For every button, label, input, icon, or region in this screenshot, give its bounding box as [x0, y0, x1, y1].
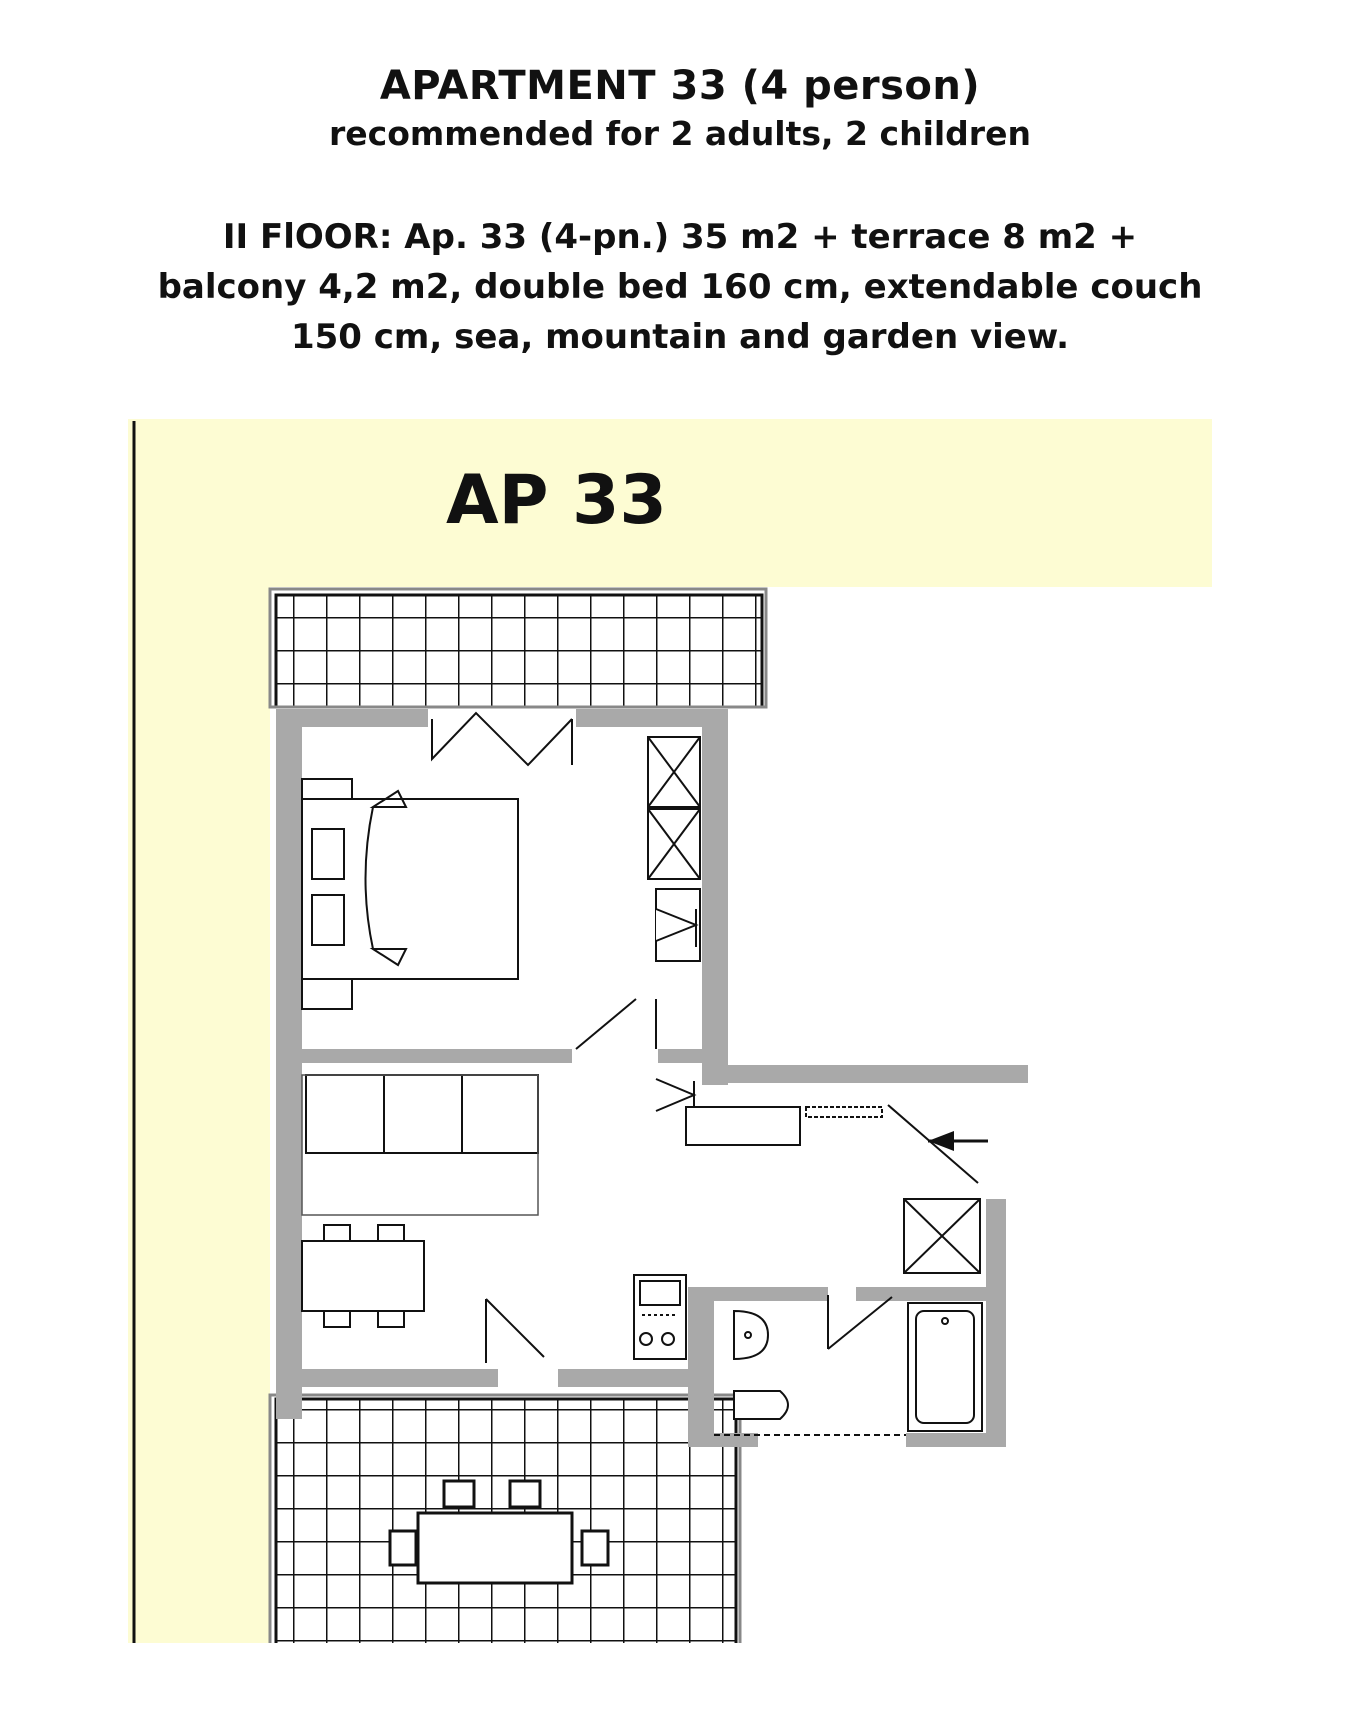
apartment-subtitle: recommended for 2 adults, 2 children [329, 114, 1031, 153]
apartment-title: APARTMENT 33 (4 person) [379, 63, 981, 109]
description-line: balcony 4,2 m2, double bed 160 cm, extendable couch [157, 267, 1203, 307]
page-header [0, 60, 1360, 362]
balcony [270, 589, 766, 707]
description-line: II FlOOR: Ap. 33 (4-pn.) 35 m2 + terrace 8 m2 + [222, 217, 1138, 257]
wardrobe [648, 737, 700, 879]
apartment-description [0, 212, 1360, 362]
description-line: 150 cm, sea, mountain and garden view. [290, 317, 1070, 357]
plan-label: AP 33 [446, 461, 667, 540]
dining-table [302, 1225, 424, 1327]
bathroom-cabinet [904, 1199, 980, 1273]
toilet [734, 1391, 788, 1419]
kitchen-stove [634, 1275, 686, 1359]
bathtub [908, 1303, 982, 1431]
hall-cabinet [656, 889, 700, 961]
floor-plan [128, 419, 1212, 1643]
double-bed [302, 779, 518, 1009]
